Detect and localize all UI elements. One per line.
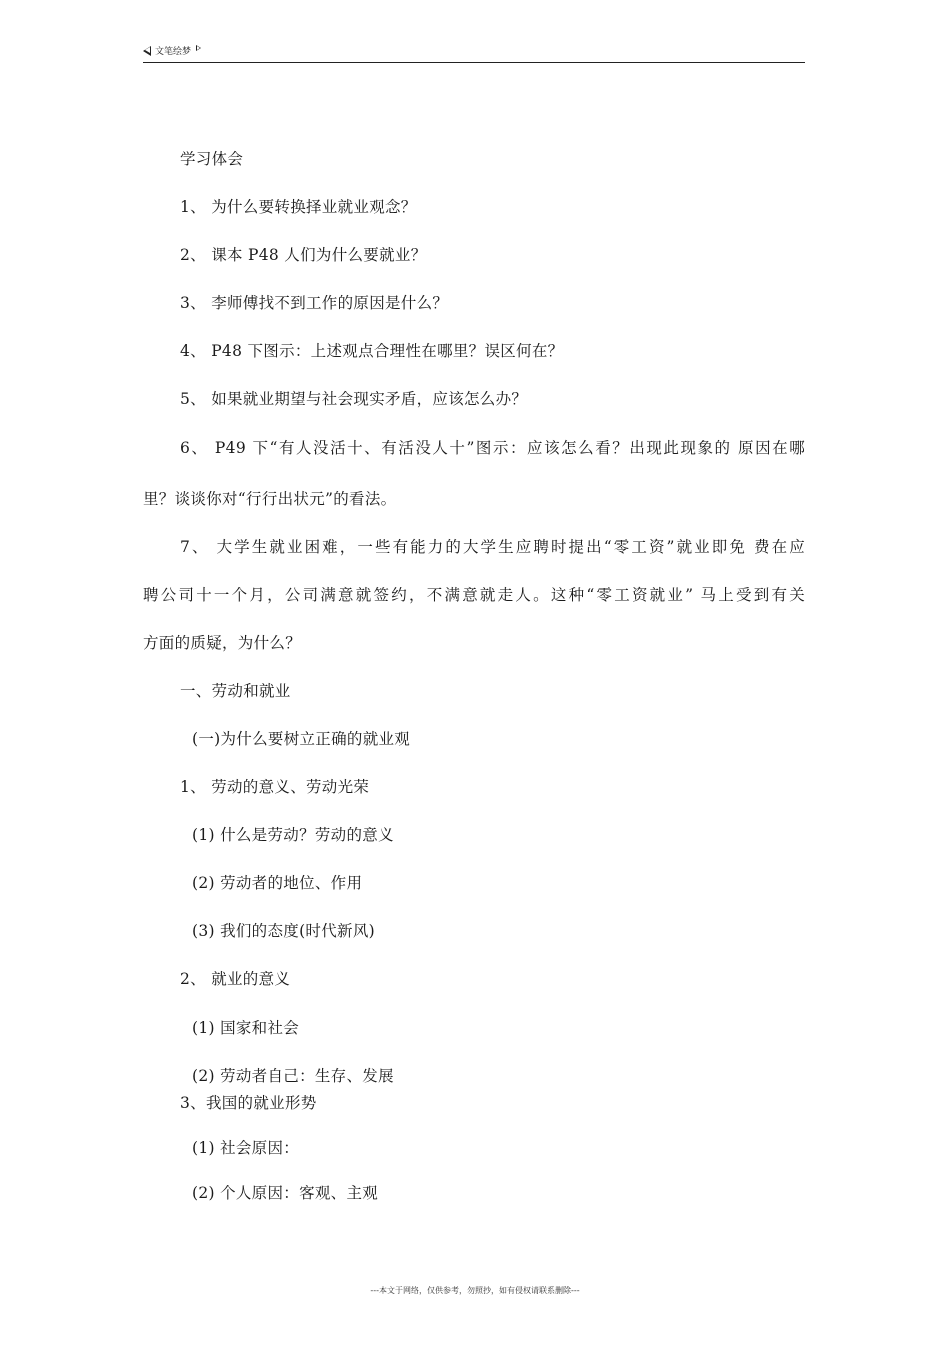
subsection-1-title: (一)为什么要树立正确的就业观 — [192, 730, 411, 748]
question-7-line-3: 方面的质疑，为什么？ — [143, 634, 302, 652]
item-3: 3、我国的就业形势 — [180, 1094, 317, 1112]
right-triangle-icon — [196, 45, 201, 51]
question-7-line-2: 聘公司十一个月，公司满意就签约，不满意就走人。这种“零工资就业” 马上受到有关 — [143, 586, 805, 604]
item-2-2: (2) 劳动者自己：生存、发展 — [192, 1067, 394, 1085]
question-7-line-1: 7、 大学生就业困难，一些有能力的大学生应聘时提出“零工资”就业即免 费在应 — [180, 538, 805, 556]
question-4: 4、 P48 下图示：上述观点合理性在哪里？误区何在？ — [180, 342, 564, 360]
page-footer: ---本文于网络，仅供参考，勿照抄，如有侵权请联系删除--- — [370, 1286, 580, 1295]
item-1-1: (1) 什么是劳动？劳动的意义 — [192, 826, 394, 844]
item-2-1: (1) 国家和社会 — [192, 1019, 300, 1037]
heading: 学习体会 — [180, 150, 244, 168]
item-1-3: (3) 我们的态度(时代新风) — [192, 922, 375, 940]
question-5: 5、 如果就业期望与社会现实矛盾，应该怎么办？ — [180, 390, 528, 408]
item-3-1: (1) 社会原因： — [192, 1139, 300, 1157]
item-1-2: (2) 劳动者的地位、作用 — [192, 874, 363, 892]
item-1: 1、 劳动的意义、劳动光荣 — [180, 778, 370, 796]
header-title: 文笔绘梦 — [155, 47, 192, 57]
item-3-2: (2) 个人原因：客观、主观 — [192, 1184, 379, 1202]
question-6-line-1: 6、 P49 下“有人没活十、有活没人十”图示：应该怎么看？出现此现象的 原因在哪 — [180, 439, 805, 457]
left-triangle-icon — [143, 46, 151, 56]
question-3: 3、 李师傅找不到工作的原因是什么？ — [180, 294, 449, 312]
question-6-line-2: 里？谈谈你对“行行出状元”的看法。 — [143, 490, 397, 508]
section-1-title: 一、劳动和就业 — [180, 682, 291, 700]
page-header — [143, 44, 805, 63]
item-2: 2、 就业的意义 — [180, 970, 291, 988]
question-1: 1、 为什么要转换择业就业观念？ — [180, 198, 417, 216]
question-2: 2、 课本 P48 人们为什么要就业？ — [180, 246, 427, 264]
